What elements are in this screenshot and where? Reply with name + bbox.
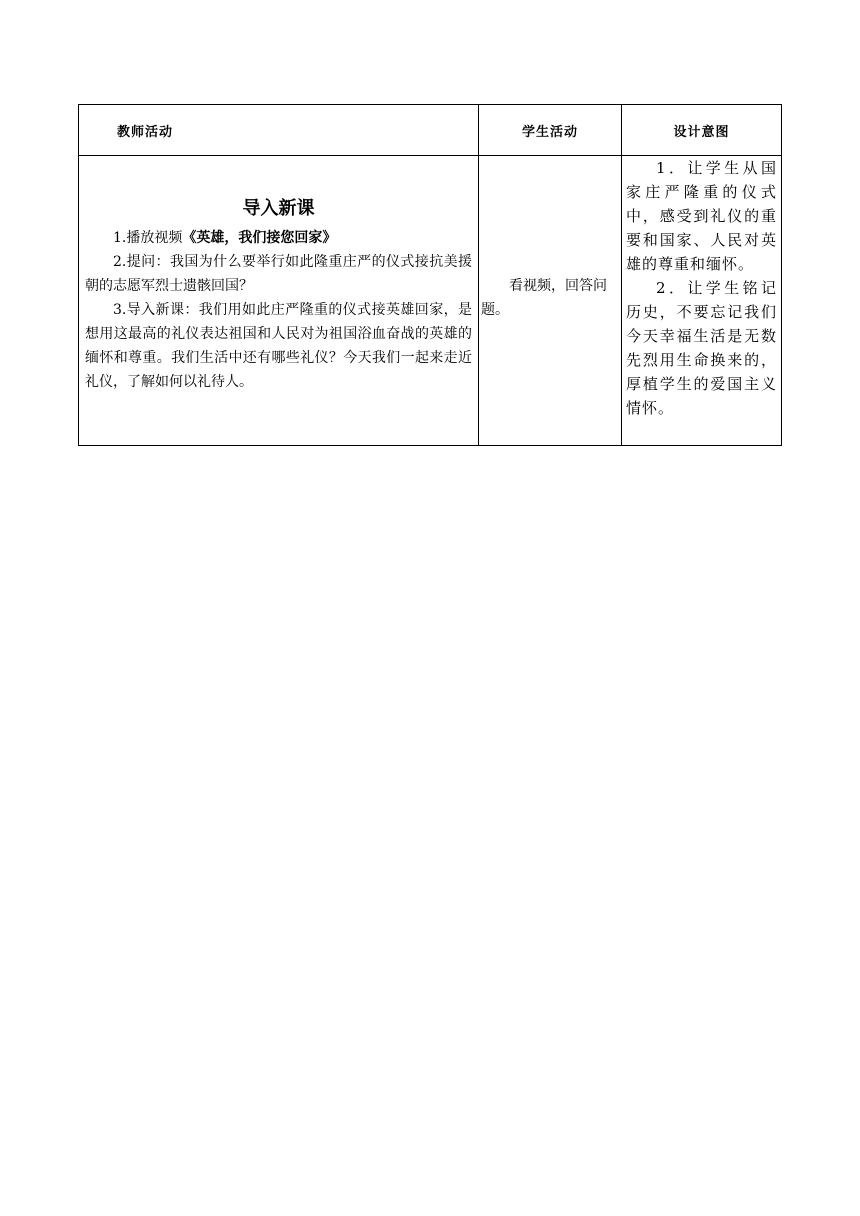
video-title: 《英雄，我们接您回家》 xyxy=(182,230,337,246)
teacher-item-1 xyxy=(85,226,472,250)
student-activity-cell xyxy=(479,156,622,446)
student-activity-text: 看视频，回答问题。 xyxy=(481,278,607,318)
lesson-plan-table xyxy=(78,104,782,446)
design-intent-1: 1．让学生从国家庄严隆重的仪式中，感受到礼仪的重要和国家、人民对英雄的尊重和缅怀。 xyxy=(626,159,777,273)
header-student-activity: 学生活动 xyxy=(479,105,622,156)
section-title: 导入新课 xyxy=(242,198,315,219)
teacher-item-3: 3.导入新课：我们用如此庄严隆重的仪式接英雄回家，是想用这最高的礼仪表达祖国和人民对为祖国浴血奋战的英雄的缅怀和尊重。我们生活中还有哪些礼仪？今天我们一起来走近礼仪，了解如何以礼待人。 xyxy=(85,302,472,390)
design-intent-cell xyxy=(622,156,782,446)
teacher-item-2: 2.提问：我国为什么要举行如此隆重庄严的仪式接抗美援朝的志愿军烈士遗骸回国？ xyxy=(85,254,472,294)
header-design-intent: 设计意图 xyxy=(622,105,782,156)
content-row xyxy=(79,156,782,446)
header-row xyxy=(79,105,782,156)
header-teacher-activity: 教师活动 xyxy=(79,105,479,156)
teacher-item-1-prefix: 1.播放视频 xyxy=(113,230,183,246)
teacher-activity-cell xyxy=(79,156,479,446)
design-intent-2: 2．让学生铭记历史，不要忘记我们今天幸福生活是无数先烈用生命换来的，厚植学生的爱国主义情怀。 xyxy=(626,279,777,417)
